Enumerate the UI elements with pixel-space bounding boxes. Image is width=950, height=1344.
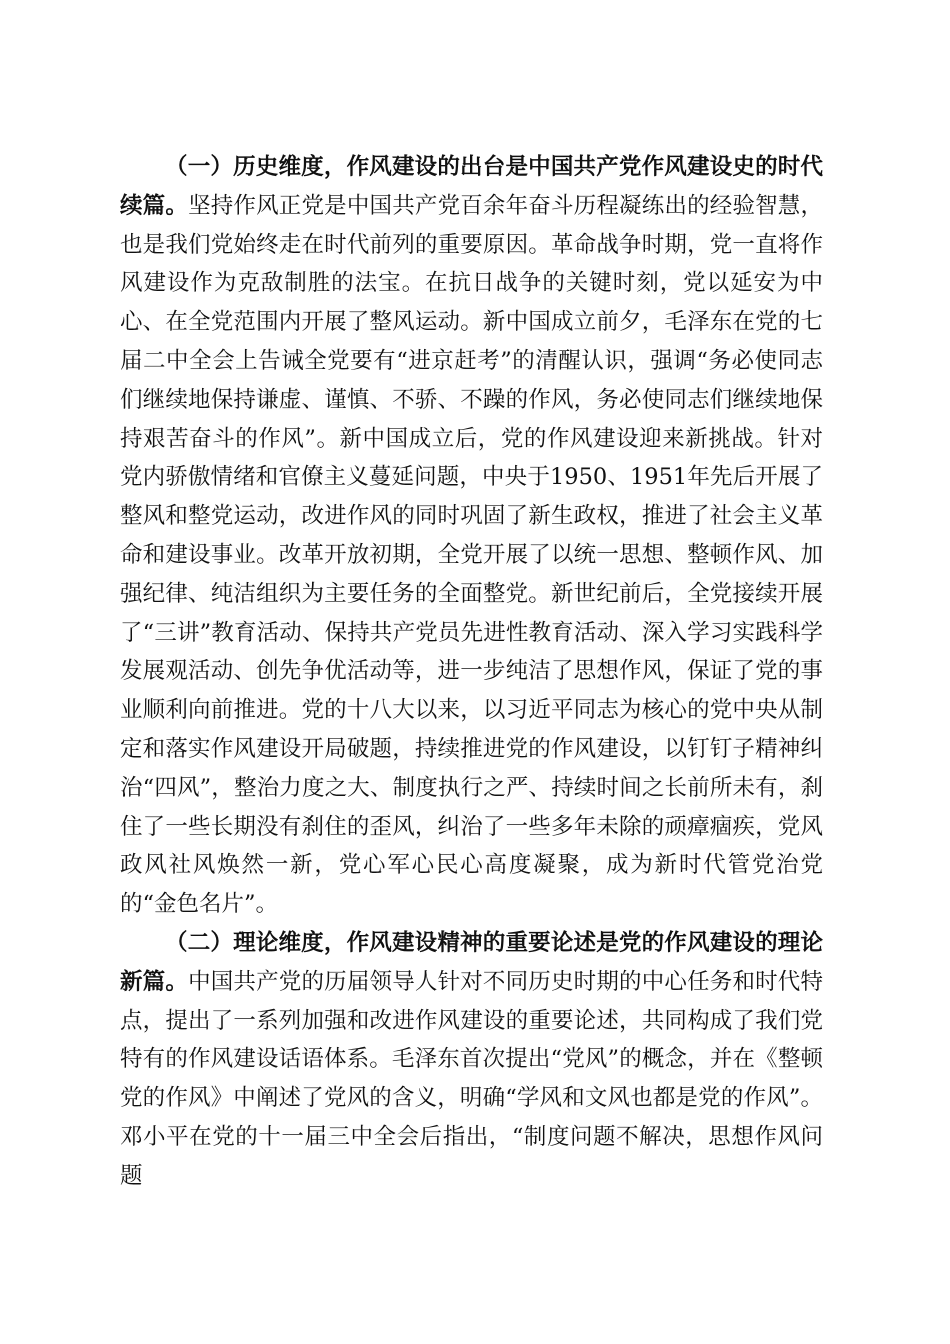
section-heading-theory: （二）理论维度，作风建设精神的重要论述是党的作风建设的理论新篇。 <box>120 929 823 995</box>
section-body-history: 坚持作风正党是中国共产党百余年奋斗历程凝练出的经验智慧，也是我们党始终走在时代前列的重要原因。革命战争时期，党一直将作风建设作为克敌制胜的法宝。在抗日战争的关键时刻，党以延安为中心、在全党范围内开展了整风运动。新中国成立前夕，毛泽东在党的七届二中全会上告诫全党要有“进京赶考”的清醒认识，强调“务必使同志们继续地保持谦虚、谨慎、不骄、不躁的作风，务必使同志们继续地保持艰苦奋斗的作风”。新中国成立后，党的作风建设迎来新挑战。针对党内骄傲情绪和官僚主义蔓延问题，中央于1950、1951年先后开展了整风和整党运动，改进作风的同时巩固了新生政权，推进了社会主义革命和建设事业。改革开放初期，全党开展了以统一思想、整顿作风、加强纪律、纯洁组织为主要任务的全面整党。新世纪前后，全党接续开展了“三讲”教育活动、保持共产党员先进性教育活动、深入学习实践科学发展观活动、创先争优活动等，进一步纯洁了思想作风，保证了党的事业顺利向前推进。党的十八大以来，以习近平同志为核心的党中央从制定和落实作风建设开局破题，持续推进党的作风建设，以钉钉子精神纠治“四风”，整治力度之大、制度执行之严、持续时间之长前所未有，刹住了一些长期没有刹住的歪风，纠治了一些多年未除的顽瘴痼疾，党风政风社风焕然一新，党心军心民心高度凝聚，成为新时代管党治党的“金色名片”。 <box>120 192 823 918</box>
section-heading-history: （一）历史维度，作风建设的出台是中国共产党作风建设史的时代续篇。 <box>120 154 823 219</box>
paragraph-theory <box>120 924 823 1196</box>
paragraph-history <box>120 148 823 924</box>
document-page <box>120 148 823 1196</box>
section-body-theory: 中国共产党的历届领导人针对不同历史时期的中心任务和时代特点，提出了一系列加强和改进作风建设的重要论述，共同构成了我们党特有的作风建设话语体系。毛泽东首次提出“党风”的概念，并在《整顿党的作风》中阐述了党风的含义，明确“学风和文风也都是党的作风”。邓小平在党的十一届三中全会后指出，“制度问题不解决，思想作风问题 <box>120 968 823 1189</box>
